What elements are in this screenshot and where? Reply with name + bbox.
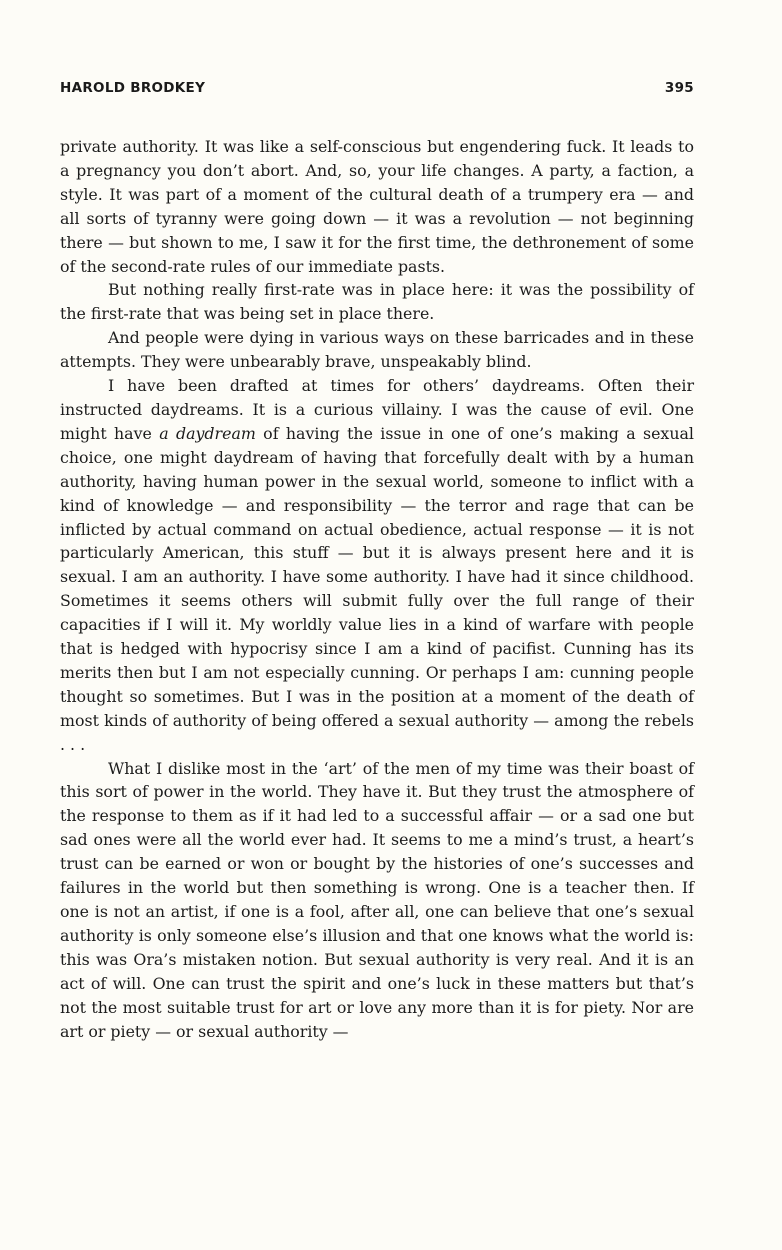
paragraph-5: What I dislike most in the ‘art’ of the men of my time was their boast of this sort of power in the world. They have it. But they trust the atmosphere of the response to them as if it had led to a successful affair — or a sad one but sad ones were all the world ever had. It seems to me a mind’s trust, a heart’s trust can be earned or won or bought by the histories of one’s successes and failures in the world but then something is wrong. One is a teacher then. If one is not an artist, if one is a fool, after all, one can believe that one’s sexual authority is only someone else’s illusion and that one knows what the world is: this was Ora’s mistaken notion. But sexual authority is very real. And it is an act of will. One can trust the spirit and one’s luck in these matters but that’s not the most suitable trust for art or love any more than it is for piety. Nor are art or piety — or sexual authority — [60,758,694,1041]
paragraph-3: And people were dying in various ways on these barricades and in these attempts. They were unbearably brave, unspeakably blind. [60,328,694,372]
paragraph-1: private authority. It was like a self-conscious but engendering fuck. It leads to a pregnancy you don’t abort. And, so, your life changes. A party, a faction, a style. It was part of a moment of the cultural death of a trumpery era — and all sorts of tyranny were going down — it was a revolution — not beginning there — but shown to me, I saw it for the first time, the dethronement of some of the second-rate rules of our immediate pasts. [60,137,694,276]
paragraph-4 [60,374,694,757]
paragraph-4-italic: a daydream [159,423,256,443]
running-head [60,80,694,100]
paragraph-4-part-a: I have been drafted at times for others’ daydreams. Often their instructed daydreams. It is a curious villainy. I was the cause of evil. One might have [60,376,694,443]
paragraph-2: But nothing really first-rate was in place here: it was the possibility of the first-rate that was being set in place there. [60,280,694,324]
page-number: 395 [664,80,694,96]
paragraph-4-part-b: of having the issue in one of one’s making a sexual choice, one might daydream of having that forcefully dealt with by a human authority, having human power in the sexual world, someone to inflict with a kind of knowledge — and responsibility — the terror and rage that can be inflicted by actual command on actual obedience, actual response — it is not particularly American, this stuff — but it is always present here and it is sexual. I am an authority. I have some authority. I have had it since childhood. Sometimes it seems others will submit fully over the full range of their capacities if I will it. My worldly value lies in a kind of warfare with people that is hedged with hypocrisy since I am a kind of pacifist. Cunning has its merits then but I am not especially cunning. Or perhaps I am: cunning people thought so sometimes. But I was in the position at a moment of the death of most kinds of authority of being offered a sexual authority — among the rebels . . . [60,423,694,754]
running-head-author: HAROLD BRODKEY [60,80,206,96]
body-text [60,135,694,1043]
